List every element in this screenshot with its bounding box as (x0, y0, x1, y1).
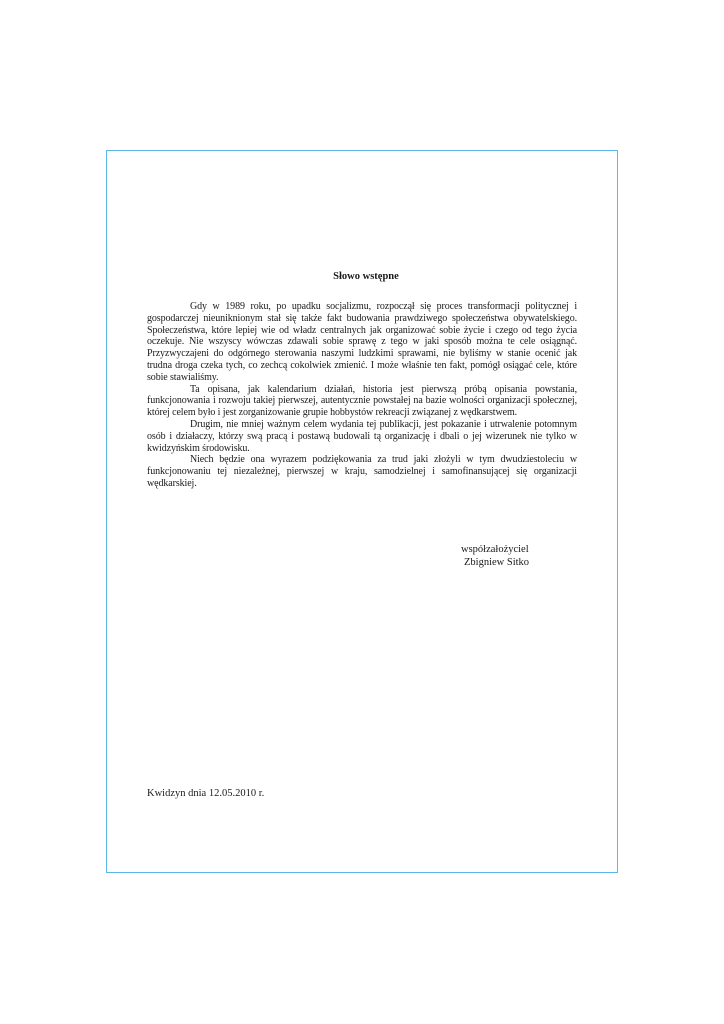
place-and-date: Kwidzyn dnia 12.05.2010 r. (147, 788, 265, 799)
document-body (147, 270, 577, 490)
signature-block (461, 543, 529, 569)
page-frame (106, 150, 618, 873)
paragraph-3: Drugim, nie mniej ważnym celem wydania tej publikacji, jest pokazanie i utrwalenie potomnym osób i działaczy, którzy swą pracą i postawą budowali tą organizację i dbali o jej wizerunek nie tylko w kwidzyńskim środowisku. (147, 418, 577, 454)
paragraph-1: Gdy w 1989 roku, po upadku socjalizmu, rozpoczął się proces transformacji politycznej i gospodarczej nieuniknionym stał się także fakt budowania prawdziwego społeczeństwa obywatelskiego. Społeczeństwa, które lepiej wie od władz centralnych jak organizować sobie życie i czego od tego życia oczekuje. Nie wszyscy wówczas zdawali sobie sprawę z tego w jaki sposób można te cele osiągnąć. Przyzwyczajeni do odgórnego sterowania naszymi ludzkimi sprawami, nie byliśmy w stanie ocenić jak trudna droga czeka tych, co zechcą cokolwiek zmienić. I może właśnie ten fakt, pomógł osiągać cele, które sobie stawialiśmy. (147, 301, 577, 383)
signature-name: Zbigniew Sitko (464, 557, 530, 568)
signature-role: współzałożyciel (461, 544, 529, 555)
document-title: Słowo wstępne (333, 271, 399, 282)
paragraph-4: Niech będzie ona wyrazem podziękowania za trud jaki złożyli w tym dwudziestoleciu w funkcjonowaniu tej niezależnej, pierwszej w kraju, samodzielnej i samofinansującej się organizacji wędkarskiej. (147, 454, 577, 489)
paragraph-2: Ta opisana, jak kalendarium działań, historia jest pierwszą próbą opisania powstania, funkcjonowania i rozwoju takiej pierwszej, autentycznie powstałej na bazie wolności organizacji społecznej, której celem było i jest zorganizowanie grupie hobbystów rekreacji związanej z wędkarstwem. (147, 383, 577, 419)
